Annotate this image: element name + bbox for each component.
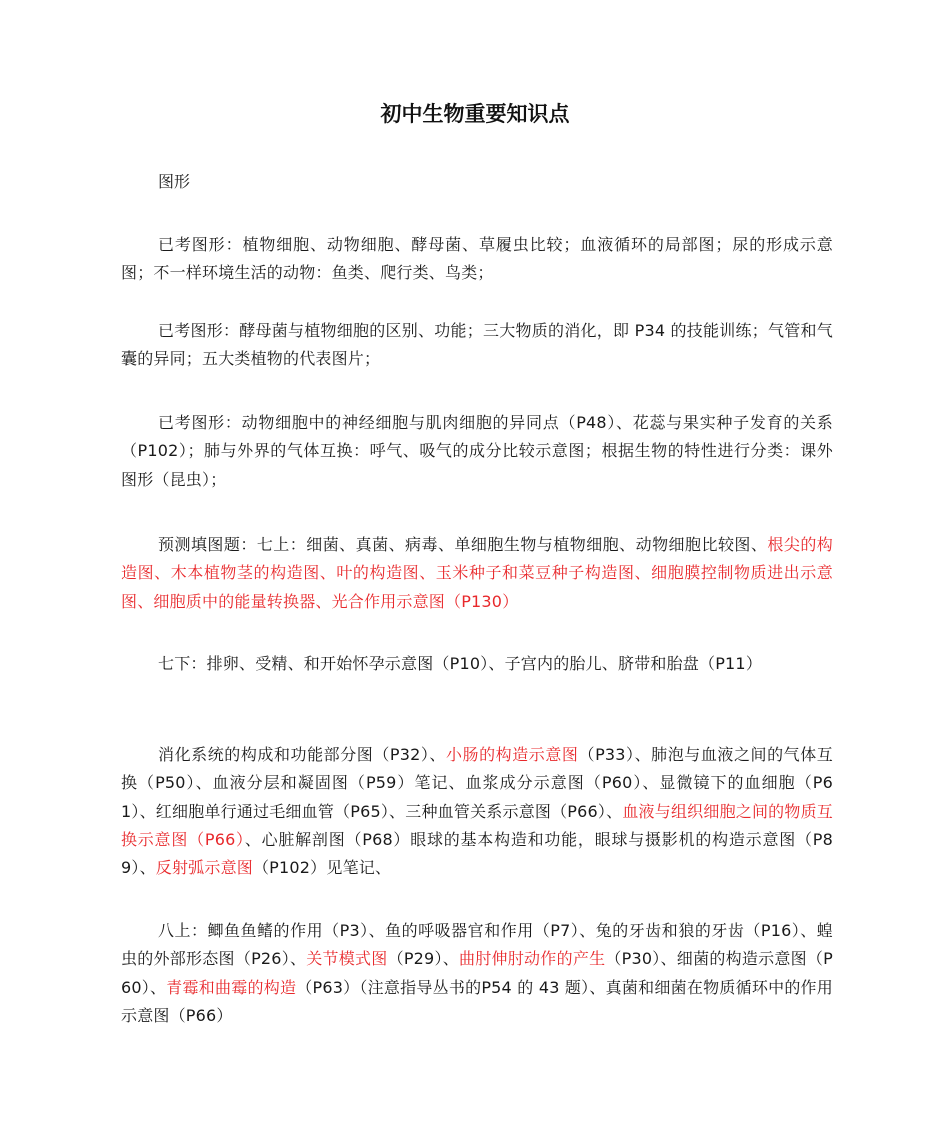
paragraph-7 <box>121 917 833 1030</box>
highlighted-text: 青霉和曲霉的构造 <box>166 977 297 997</box>
highlighted-text: 小肠的构造示意图 <box>445 745 579 764</box>
paragraph-text: 八上：鲫鱼鱼鳍的作用（P3）、鱼的呼吸器官和作用（P7）、兔的牙齿和狼的牙齿（P16）、蝗虫的外部形态图（P26）、 <box>121 921 833 969</box>
highlighted-text: 曲肘伸肘动作的产生 <box>459 949 606 969</box>
paragraph-2 <box>121 317 833 374</box>
paragraph-text: （P29）、 <box>387 949 460 969</box>
highlighted-text: 关节模式图 <box>306 949 388 969</box>
paragraph-4 <box>121 531 833 616</box>
paragraph-5 <box>121 650 833 678</box>
paragraph-text: 七下：排卵、受精、和开始怀孕示意图（P10）、子宫内的胎儿、脐带和胎盘（P11） <box>158 654 763 673</box>
highlighted-text: 反射弧示意图 <box>155 858 253 878</box>
paragraph-text: （P33）、肺泡与血液之间的气体互换（P50）、血液分层和凝固图（P59）笔记、血浆成分示意图（P60）、显微镜下的血细胞（P61）、红细胞单行通过毛细血管（P65）、三种血管关系示意图（P66）、 <box>121 745 833 821</box>
paragraph-text: 已考图形：动物细胞中的神经细胞与肌肉细胞的异同点（P48）、花蕊与果实种子发育的关系（P102）；肺与外界的气体互换：呼气、吸气的成分比较示意图；根据生物的特性进行分类：课外图形（昆虫）； <box>121 413 833 489</box>
document-title: 初中生物重要知识点 <box>380 102 570 126</box>
paragraph-text: 消化系统的构成和功能部分图（P32）、 <box>158 745 446 764</box>
section-label: 图形 <box>158 172 191 191</box>
paragraph-text: 已考图形：植物细胞、动物细胞、酵母菌、草履虫比较；血液循环的局部图；尿的形成示意图；不一样环境生活的动物：鱼类、爬行类、鸟类； <box>121 235 833 283</box>
paragraph-text: （P102）见笔记、 <box>252 858 392 878</box>
paragraph-text: 预测填图题：七上：细菌、真菌、病毒、单细胞生物与植物细胞、动物细胞比较图、 <box>158 535 768 554</box>
paragraph-text: 已考图形：酵母菌与植物细胞的区别、功能；三大物质的消化，即 P34 的技能训练；气管和气囊的异同；五大类植物的代表图片； <box>121 321 833 369</box>
paragraph-text: （P30）、细菌的构造示意图（P60）、 <box>121 949 833 997</box>
highlighted-text: 根尖的构造图、木本植物茎的构造图、叶的构造图、玉米种子和菜豆种子构造图、细胞膜控制物质进出示意图、细胞质中的能量转换器、光合作用示意图（P130） <box>121 535 833 611</box>
paragraph-3 <box>121 409 833 494</box>
paragraph-text: （P63）（注意指导丛书的P54 的 43 题）、真菌和细菌在物质循环中的作用示意图（P66） <box>121 977 833 1025</box>
paragraph-text: 、心脏解剖图（P68）眼球的基本构造和功能，眼球与摄影机的构造示意图（P89）、 <box>121 829 833 878</box>
paragraph-1 <box>121 231 833 288</box>
highlighted-text: 血液与组织细胞之间的物质互换示意图（P66） <box>121 801 833 849</box>
paragraph-6 <box>121 741 833 882</box>
